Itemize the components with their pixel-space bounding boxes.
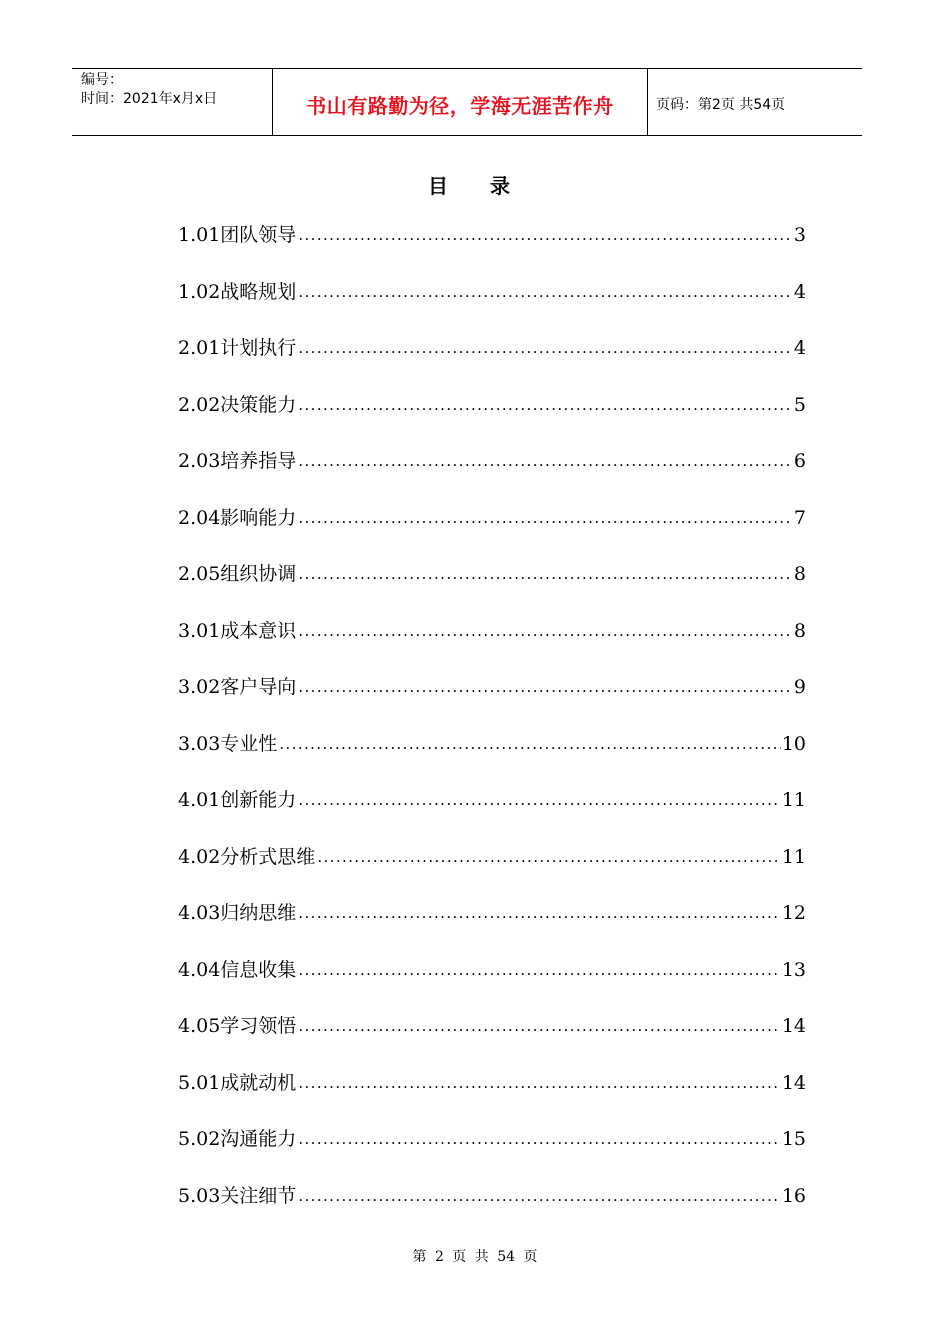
toc-dot-leader: [298, 1009, 781, 1043]
toc-entry-page-number: 10: [781, 732, 806, 755]
toc-entry-label: 2.03培养指导: [178, 450, 297, 472]
toc-dot-leader: [298, 388, 793, 422]
toc-dot-leader: [298, 896, 781, 930]
toc-dot-leader: [298, 444, 793, 478]
toc-entry-label: 4.04信息收集: [178, 958, 297, 981]
toc-entry-page-number: 6: [793, 450, 806, 472]
toc-entry[interactable]: [178, 501, 806, 558]
toc-entry[interactable]: [178, 331, 806, 388]
toc-entry-page-number: 11: [781, 789, 806, 811]
toc-entry-page-number: 11: [781, 845, 806, 868]
toc-entry[interactable]: [178, 670, 806, 727]
toc-entry-label: 2.04影响能力: [178, 506, 297, 529]
toc-entry-label: 4.03归纳思维: [178, 902, 297, 924]
toc-entry-page-number: 8: [793, 563, 806, 585]
toc-dot-leader: [279, 727, 781, 761]
toc-entry-page-number: 14: [781, 1015, 806, 1037]
toc-entry[interactable]: [178, 1066, 806, 1123]
toc-entry-page-number: 4: [793, 337, 806, 359]
toc-entry-label: 5.01成就动机: [178, 1071, 297, 1094]
toc-entry-page-number: 16: [781, 1184, 806, 1207]
toc-entry[interactable]: [178, 388, 806, 445]
toc-entry-page-number: 12: [781, 902, 806, 924]
toc-entry[interactable]: [178, 1179, 806, 1236]
toc-entry[interactable]: [178, 1122, 806, 1179]
toc-dot-leader: [298, 275, 793, 309]
toc-dot-leader: [298, 614, 793, 648]
toc-entry[interactable]: [178, 783, 806, 840]
page-footer: 第 2 页 共 54 页: [412, 1249, 538, 1265]
toc-entry-page-number: 4: [793, 280, 806, 303]
toc-dot-leader: [298, 1122, 781, 1156]
table-of-contents: [178, 218, 806, 1235]
date-line: 时间：2021年x月x日: [81, 91, 218, 107]
toc-dot-leader: [298, 331, 793, 365]
toc-entry[interactable]: [178, 896, 806, 953]
toc-dot-leader: [298, 557, 793, 591]
page-header: [72, 68, 862, 136]
header-motto-cell: [273, 69, 648, 135]
toc-entry-page-number: 9: [793, 676, 806, 698]
toc-entry-label: 3.01成本意识: [178, 619, 297, 642]
toc-dot-leader: [298, 1179, 781, 1213]
toc-entry-label: 3.02客户导向: [178, 676, 297, 698]
toc-entry-label: 5.03关注细节: [178, 1184, 297, 1207]
toc-entry-page-number: 8: [793, 619, 806, 642]
toc-entry[interactable]: [178, 275, 806, 332]
toc-entry[interactable]: [178, 727, 806, 784]
toc-dot-leader: [317, 840, 781, 874]
toc-entry[interactable]: [178, 557, 806, 614]
motto-text: 书山有路勤为径，学海无涯苦作舟: [306, 93, 614, 118]
header-meta-cell: [72, 69, 273, 135]
toc-entry-page-number: 15: [781, 1128, 806, 1150]
toc-dot-leader: [298, 1066, 781, 1100]
toc-entry[interactable]: [178, 614, 806, 671]
header-page-cell: [648, 69, 862, 135]
toc-dot-leader: [298, 670, 793, 704]
toc-entry-label: 2.02决策能力: [178, 393, 297, 416]
toc-entry[interactable]: [178, 218, 806, 275]
toc-entry[interactable]: [178, 444, 806, 501]
header-page-info: 页码：第2页 共54页: [656, 97, 786, 113]
toc-title: 目录: [428, 174, 552, 198]
toc-entry-label: 4.01创新能力: [178, 789, 297, 811]
toc-entry-page-number: 14: [781, 1071, 806, 1094]
toc-entry[interactable]: [178, 840, 806, 897]
toc-dot-leader: [298, 953, 781, 987]
toc-dot-leader: [298, 783, 781, 817]
toc-entry-label: 3.03专业性: [178, 732, 278, 755]
serial-number-label: 编号：: [81, 72, 123, 88]
toc-entry-page-number: 7: [793, 506, 806, 529]
toc-entry-label: 2.01计划执行: [178, 337, 297, 359]
toc-entry-label: 4.05学习领悟: [178, 1015, 297, 1037]
toc-entry[interactable]: [178, 1009, 806, 1066]
toc-entry-page-number: 13: [781, 958, 806, 981]
toc-dot-leader: [298, 218, 793, 252]
toc-entry-page-number: 5: [793, 393, 806, 416]
toc-entry-label: 1.01团队领导: [178, 224, 297, 246]
toc-entry-page-number: 3: [793, 224, 806, 246]
toc-entry[interactable]: [178, 953, 806, 1010]
toc-entry-label: 5.02沟通能力: [178, 1128, 297, 1150]
toc-entry-label: 1.02战略规划: [178, 280, 297, 303]
toc-entry-label: 2.05组织协调: [178, 563, 297, 585]
toc-dot-leader: [298, 501, 793, 535]
toc-entry-label: 4.02分析式思维: [178, 845, 316, 868]
